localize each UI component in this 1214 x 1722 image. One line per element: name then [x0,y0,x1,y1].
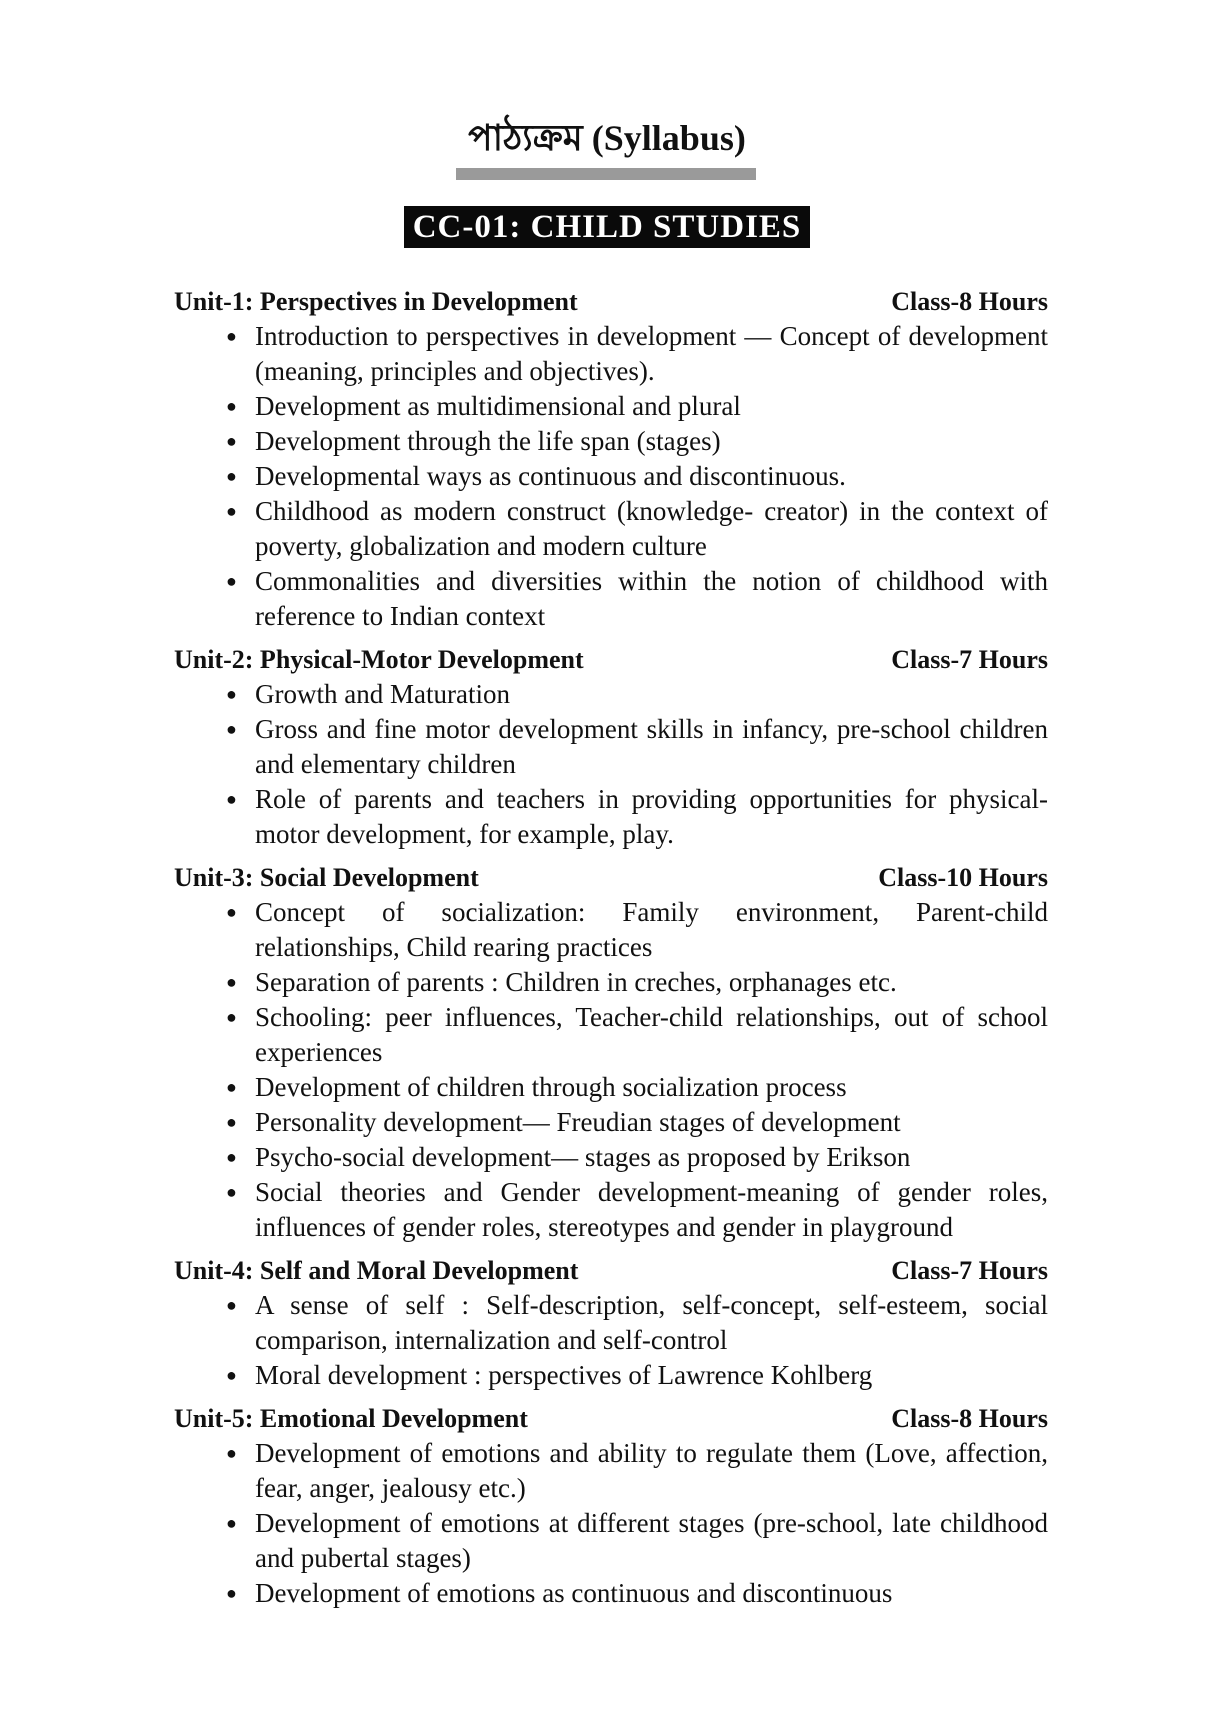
bullet-icon: ● [226,902,237,922]
unit-header [174,860,1048,895]
bullet-icon: ● [226,1583,237,1603]
unit-hours: Class-10 Hours [878,863,1048,892]
unit-header [174,284,1048,319]
unit-hours: Class-8 Hours [891,1404,1048,1433]
bullet-icon: ● [226,1443,237,1463]
bullet-icon: ● [226,1112,237,1132]
list-item: ● Childhood as modern construct (knowledge- creator) in the context of poverty, globalization and modern culture [226,496,1048,561]
bullet-icon: ● [226,719,237,739]
unit-2 [174,642,1048,852]
bullet-icon: ● [226,1077,237,1097]
bullet-icon: ● [226,431,237,451]
unit-header [174,642,1048,677]
bullet-icon: ● [226,571,237,591]
list-item: ● Moral development : perspectives of Lawrence Kohlberg [255,1358,1048,1393]
bullet-icon: ● [226,396,237,416]
bullet-icon: ● [226,1513,237,1533]
list-item: ● Concept of socialization: Family environment, Parent-child relationships, Child rearing practices [226,897,1048,962]
list-item: ● Social theories and Gender development-meaning of gender roles, influences of gender roles, stereotypes and gender in playground [226,1177,1048,1242]
list-item: ● Schooling: peer influences, Teacher-child relationships, out of school experiences [226,1002,1048,1067]
page-header [0,116,1214,160]
list-item: ● Separation of parents : Children in creches, orphanages etc. [255,965,1048,1000]
bullet-icon: ● [226,789,237,809]
unit-title: Unit-2: Physical-Motor Development [174,645,584,674]
bullet-icon: ● [226,501,237,521]
unit-title: Unit-3: Social Development [174,863,479,892]
unit-topic-list [174,1288,1048,1393]
bullet-icon: ● [226,1007,237,1027]
unit-title: Unit-4: Self and Moral Development [174,1256,579,1285]
list-item: ● Development as multidimensional and plural [255,389,1048,424]
bullet-icon: ● [226,466,237,486]
list-item: ● Development of children through socialization process [255,1070,1048,1105]
list-item: ● Commonalities and diversities within the notion of childhood with reference to Indian context [226,566,1048,631]
list-item: ● Development of emotions at different stages (pre-school, late childhood and pubertal stages) [226,1508,1048,1573]
unit-hours: Class-7 Hours [891,645,1048,674]
unit-4 [174,1253,1048,1393]
unit-5 [174,1401,1048,1611]
unit-topic-list [174,677,1048,852]
unit-topic-list [174,895,1048,1245]
list-item: ● Gross and fine motor development skills in infancy, pre-school children and elementary children [226,714,1048,779]
unit-hours: Class-7 Hours [891,1256,1048,1285]
list-item: ● A sense of self : Self-description, self-concept, self-esteem, social comparison, internalization and self-control [226,1290,1048,1355]
list-item: ● Development through the life span (stages) [255,424,1048,459]
page-title: পাঠ্যক্রম (Syllabus) [468,118,746,158]
unit-header [174,1401,1048,1436]
list-item: ● Developmental ways as continuous and discontinuous. [255,459,1048,494]
bullet-icon: ● [226,684,237,704]
bullet-icon: ● [226,972,237,992]
list-item: ● Introduction to perspectives in development — Concept of development (meaning, principles and objectives). [226,321,1048,386]
unit-topic-list [174,1436,1048,1611]
unit-title: Unit-5: Emotional Development [174,1404,528,1433]
unit-topic-list [174,319,1048,634]
list-item: ● Psycho-social development— stages as proposed by Erikson [255,1140,1048,1175]
unit-header [174,1253,1048,1288]
bullet-icon: ● [226,1182,237,1202]
list-item: ● Role of parents and teachers in providing opportunities for physical-motor development, for example, play. [226,784,1048,849]
course-banner [0,206,1214,248]
syllabus-content [174,284,1048,1619]
list-item: ● Development of emotions as continuous and discontinuous [255,1576,1048,1611]
title-underline [456,168,756,180]
unit-hours: Class-8 Hours [891,287,1048,316]
bullet-icon: ● [226,326,237,346]
list-item: ● Development of emotions and ability to regulate them (Love, affection, fear, anger, jealousy etc.) [226,1438,1048,1503]
unit-3 [174,860,1048,1245]
unit-1 [174,284,1048,634]
course-title: CC-01: CHILD STUDIES [404,206,811,248]
bullet-icon: ● [226,1295,237,1315]
bullet-icon: ● [226,1365,237,1385]
list-item: ● Personality development— Freudian stages of development [255,1105,1048,1140]
bullet-icon: ● [226,1147,237,1167]
list-item: ● Growth and Maturation [255,677,1048,712]
unit-title: Unit-1: Perspectives in Development [174,287,578,316]
